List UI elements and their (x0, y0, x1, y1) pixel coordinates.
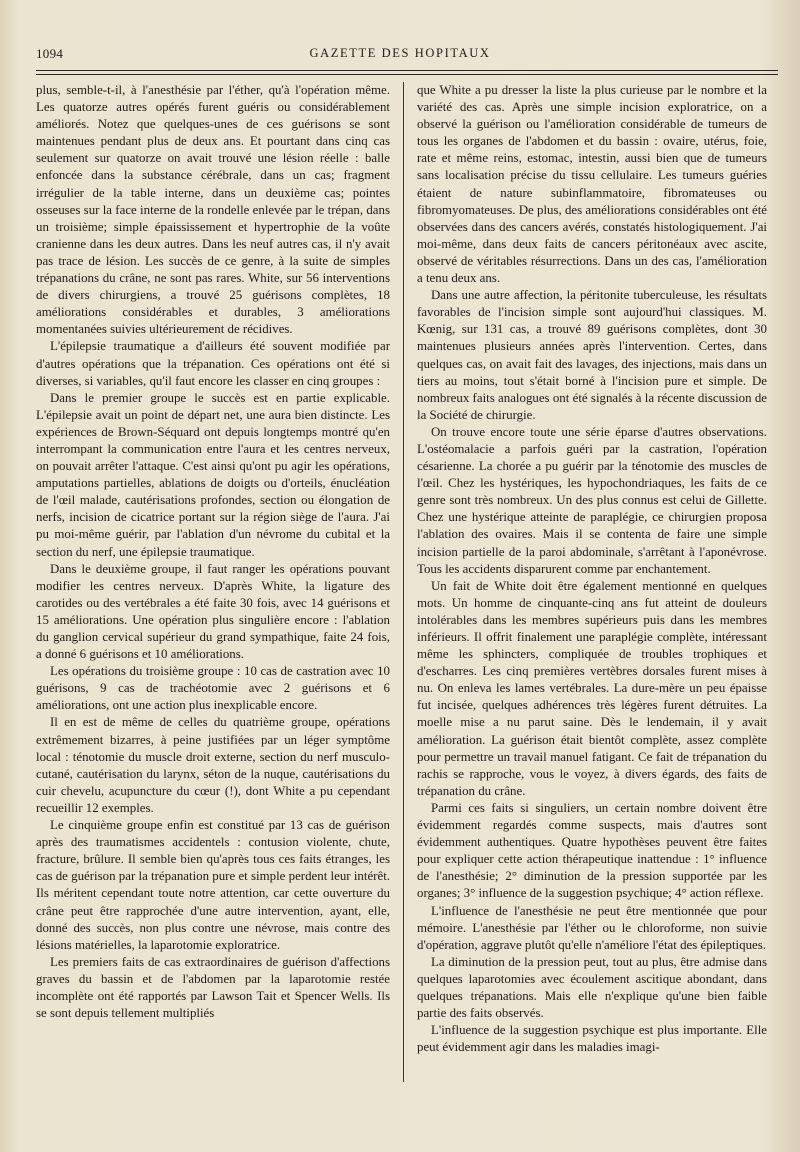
page-number: 1094 (36, 46, 64, 61)
paragraph: plus, semble-t-il, à l'anesthésie par l'éther, qu'à l'opération même. Les quatorze autres opérés furent guéris ou considérablement améliorés. Notez que quelques-unes de ces guérisons se sont maintenues pendant plus de deux ans. Et pourtant dans cinq cas seulement sur quatorze on avait trouvé une lésion réelle : balle enfoncée dans la substance cérébrale, dans un cas; fragment irrégulier de la table interne, dans un deuxième cas; pointes osseuses sur la face interne de la rondelle enlevée par le trépan, dans un troisième; simple épaississement et hypertrophie de la voûte cranienne dans les deux autres. Dans les neuf autres cas, il n'y avait pas trace de lésion. Les succès de ce genre, à la suite de simples trépanations du crâne, ne sont pas rares. White, sur 56 interventions de divers chirurgiens, a trouvé 25 guérisons complètes, 18 améliorations considérables et durables, 3 améliorations momentanées suivies ultérieurement de récidives. (36, 83, 390, 337)
paragraph: La diminution de la pression peut, tout au plus, être admise dans quelques laparotomies avec écoulement ascitique abondant, dans quelques trépanations. Mais elle n'explique qu'une bien faible partie des faits observés. (417, 954, 767, 1021)
column-divider (403, 82, 404, 1082)
paragraph: que White a pu dresser la liste la plus curieuse par le nombre et la variété des cas. Après une simple incision exploratrice, on a observé la guérison ou l'amélioration considérable de tumeurs de tous les organes de l'abdomen et du bassin : ovaire, utérus, foie, rate et même reins, estomac, intestin, aussi bien que de tumeurs sans localisation précise du tissu cellulaire. Les tumeurs guéries étaient de nature subinflammatoire, fibromateuses ou fibromyomateuses. De plus, des améliorations considérables ont été observées dans des cancers avérés, constatés histologiquement. J'ai moi-même, dans deux faits de cancers péritonéaux avec ascite, observé de véritables résurrections. Dans un des cas, l'amélioration a tenu deux ans. (417, 83, 767, 286)
header-rule-thin (36, 74, 778, 75)
paragraph: Les premiers faits de cas extraordinaires de guérison d'affections graves du bassin et de l'abdomen par la laparotomie restée incomplète ont été rapportés par Lawson Tait et Spencer Wells. Ils se sont depuis tellement multipliés (36, 954, 390, 1021)
paragraph: Un fait de White doit être également mentionné en quelques mots. Un homme de cinquante-cinq ans fut atteint de douleurs intolérables dans les membres supérieurs puis dans les membres inférieurs. Il offrit finalement une paraplégie complète, intéressant même les sphincters, compliquée de troubles trophiques et d'escharres. Les cinq premières vertèbres dorsales furent mises à nu. On enleva les lames vertébrales. La dure-mère un peu épaisse fut incisée, quelques adhérences très légères furent détruites. La moelle mise a nu parut saine. Dès le lendemain, il y avait amélioration. La guérison était bientôt complète, assez complète pour permettre un travail manuel fatigant. Ce fait de trépanation du rachis se rapproche, vous le voyez, à divers égards, des faits de trépanation du crâne. (417, 578, 767, 798)
left-column (36, 82, 390, 1142)
paragraph: Dans une autre affection, la péritonite tuberculeuse, les résultats favorables de l'incision simple sont aujourd'hui classiques. M. Kœnig, sur 131 cas, a trouvé 89 guérisons complètes, dont 30 maintenues plusieurs années après l'intervention. Certes, dans quelques cas, on avait fait des lavages, des injections, mais dans un tiers au moins, tout s'était borné à l'incision pure et simple. De nombreux faits analogues ont été signalés à la récente discussion de la Société de chirurgie. (417, 288, 767, 422)
paragraph: L'influence de la suggestion psychique est plus importante. Elle peut évidemment agir dans les maladies imagi- (417, 1023, 767, 1055)
paragraph: Il en est de même de celles du quatrième groupe, opérations extrêmement bizarres, à peine justifiées par un léger symptôme local : ténotomie du muscle droit externe, section du nerf musculo-cutané, cautérisation du larynx, séton de la nuque, cautérisations du cuir chevelu, acupuncture du cœur (!), dont White a pu cependant recueillir 12 exemples. (36, 715, 390, 815)
paragraph: Dans le premier groupe le succès est en partie explicable. L'épilepsie avait un point de départ net, une aura bien distincte. Les expériences de Brown-Séquard ont depuis longtemps montré qu'en interrompant la communication entre l'aura et les centres nerveux, on pouvait arrêter l'attaque. C'est ainsi qu'ont pu agir les opérations, amputations partielles, ablations de doigts ou d'orteils, énucléation de l'œil malade, cautérisations profondes, section ou élongation de nerfs, incision de cicatrice portant sur la région siège de l'aura. J'ai pu moi-même guérir, par l'ablation d'un névrome du cubital et la section du nerf, une épilepsie traumatique. (36, 390, 390, 559)
right-column (417, 82, 767, 1142)
header-rule-thick (36, 70, 778, 71)
paragraph: On trouve encore toute une série éparse d'autres observations. L'ostéomalacie a parfois guéri par la castration, l'opération césarienne. La chorée a pu guérir par la ténotomie des muscles de l'œil. Chez les hystériques, les hypochondriaques, les faits de ce genre sont très nombreux. Un des plus connus est celui de Gillette. Chez une hystérique atteinte de paraplégie, ce chirurgien proposa l'ablation des ovaires. Mais il se contenta de faire une simple incision partielle de la paroi abdominale, s'arrêtant à l'aponévrose. Tous les accidents disparurent comme par enchantement. (417, 424, 767, 576)
paragraph: L'influence de l'anesthésie ne peut être mentionnée que pour mémoire. L'anesthésie par l'éther ou le chloroforme, non suivie d'opération, aggrave plutôt qu'elle n'améliore l'état des épileptiques. (417, 903, 767, 952)
paragraph: Le cinquième groupe enfin est constitué par 13 cas de guérison après des traumatismes accidentels : contusion violente, chute, fracture, brûlure. Il semble bien qu'après tous ces faits étranges, les cas de guérison par la trépanation pure et simple perdent leur intérêt. Ils méritent cependant toute notre attention, car cette ouverture du crâne peut être rapprochée d'une autre intervention, ayant, elle, donné des succès, non plus contre une névrose, mais contre des lésions matérielles, la laparotomie exploratrice. (36, 818, 390, 952)
page-header (22, 44, 778, 64)
paragraph: Parmi ces faits si singuliers, un certain nombre doivent être évidemment regardés comme suspects, mais d'autres sont évidemment authentiques. Quatre hypothèses peuvent être faites pour expliquer cette action thérapeutique inattendue : 1° influence de l'anesthésie; 2° diminution de la pression supportée par les organes; 3° influence de la suggestion psychique; 4° action réflexe. (417, 800, 767, 901)
journal-title: GAZETTE DES HOPITAUX (309, 46, 491, 60)
paragraph: Les opérations du troisième groupe : 10 cas de castration avec 10 guérisons, 9 cas de trachéotomie avec 2 guérisons et 6 améliorations, ont une action plus inexplicable encore. (36, 664, 390, 713)
paragraph: L'épilepsie traumatique a d'ailleurs été souvent modifiée par d'autres opérations que la trépanation. Ces opérations ont été si diverses, si variables, qu'il faut encore les classer en cinq groupes : (36, 339, 390, 388)
paragraph: Dans le deuxième groupe, il faut ranger les opérations pouvant modifier les centres nerveux. D'après White, la ligature des carotides ou des vertébrales a été faite 30 fois, avec 14 guérisons et 15 améliorations. Une opération plus singulière encore : l'ablation du ganglion cervical supérieur du grand sympathique, faite 24 fois, a donné 6 guérisons et 10 améliorations. (36, 561, 390, 662)
